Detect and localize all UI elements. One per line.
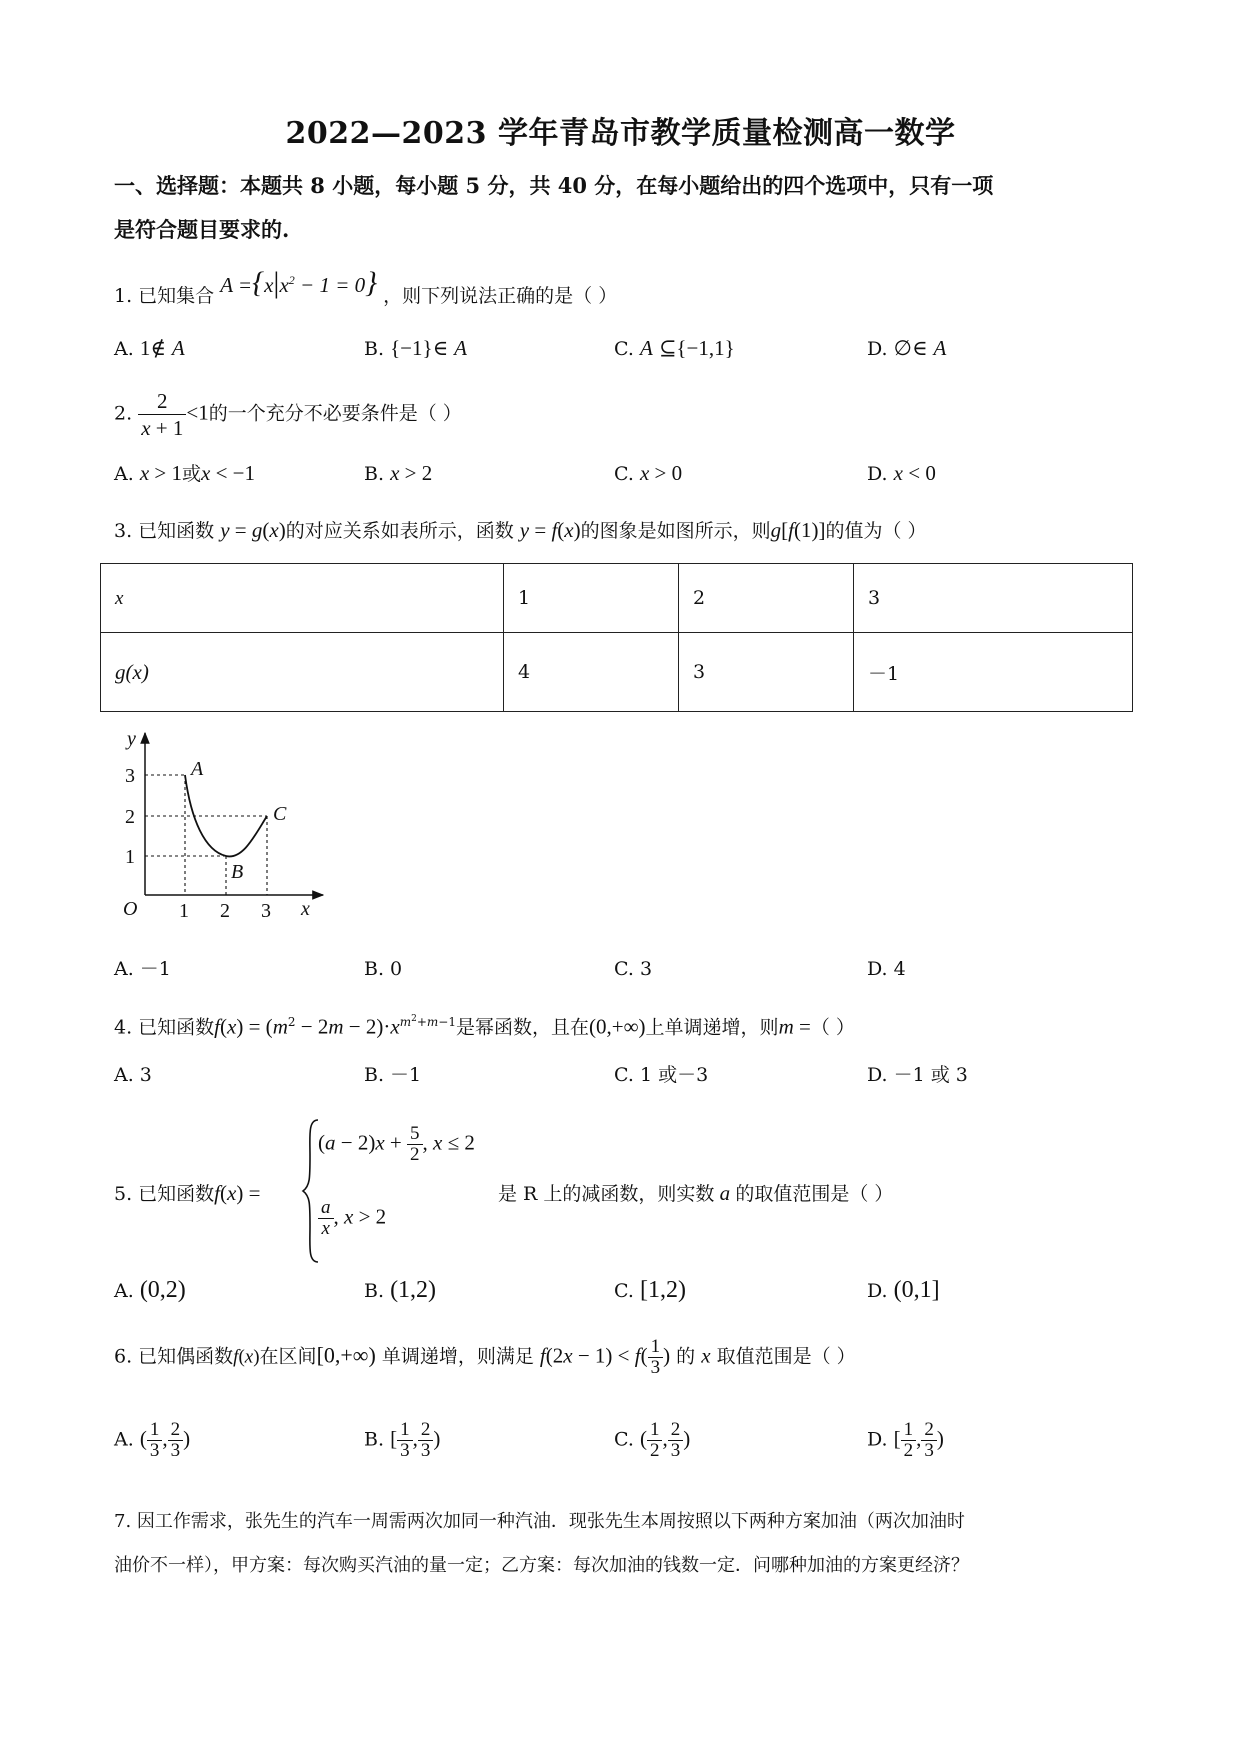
question-4: 4. 已知函数$f(x) = (m^2 - 2m - 2)\cdot x^{m^2+m-1}$是幂函数，且在(0,+∞)上单调递增，则m =（ ） xyxy=(114,1014,855,1039)
q6-option-d: D. [ $\frac{1}{2}$ , $\frac{2}{3}$ ) xyxy=(867,1419,944,1461)
table-row xyxy=(101,564,1133,633)
q2-suffix: 的一个充分不必要条件是（ ） xyxy=(208,402,462,425)
q1-option-a: A. 1∉ A xyxy=(114,336,185,360)
point-label-c: C xyxy=(273,803,287,825)
q4-option-d: D. －1 或 3 xyxy=(867,1064,968,1086)
question-5-suffix: 是 R 上的减函数，则实数 a 的取值范围是（ ） xyxy=(498,1181,894,1205)
point-label-b: B xyxy=(231,861,244,883)
q1-suffix: ，则下列说法正确的是（ ） xyxy=(383,285,618,307)
y-tick-label: 3 xyxy=(125,765,135,787)
q1-set-expression: $A =\{x|x^2 - 1 = 0\}$ xyxy=(220,266,378,299)
q4-option-c: C. 1 或－3 xyxy=(614,1064,709,1086)
section-heading-line1: 一、选择题：本题共 8 小题，每小题 5 分，共 40 分，在每小题给出的四个选项中，只有一项 xyxy=(114,173,994,198)
q5-option-a: A. (0,2) xyxy=(114,1277,186,1303)
x-tick-label: 2 xyxy=(220,900,230,922)
q1-option-c: C. A ⊆{−1,1} xyxy=(614,336,735,360)
q2-fraction: $\frac{2}{x + 1}$ xyxy=(138,388,186,441)
table-cell: 1 xyxy=(504,564,679,633)
table-row xyxy=(101,633,1133,712)
y-axis-label: y xyxy=(127,728,136,750)
g-value-table xyxy=(100,563,1133,712)
table-cell: 3 xyxy=(854,564,1133,633)
x-tick-label: 3 xyxy=(261,900,271,922)
question-3: 3. 已知函数 y = g(x)的对应关系如表所示，函数 y = f(x)的图象是如图所示，则g[f(1)]的值为（ ） xyxy=(114,518,927,542)
table-cell: －1 xyxy=(854,633,1133,712)
question-1 xyxy=(114,266,1144,311)
y-tick-label: 1 xyxy=(125,846,135,868)
q2-option-c: C. x > 0 xyxy=(614,461,683,485)
table-header-x: x xyxy=(101,564,504,633)
q5-piecewise-function xyxy=(300,1116,510,1266)
q6-option-c: C. ( $\frac{1}{2}$ , $\frac{2}{3}$ ) xyxy=(614,1419,691,1461)
q5-case-1: (a − 2)x + $\frac{5}{2}$ , x ≤ 2 xyxy=(318,1123,475,1165)
guide-lines xyxy=(145,775,267,895)
table-row-label: g(x) xyxy=(101,633,504,712)
origin-label: O xyxy=(123,898,138,920)
section-heading xyxy=(114,164,1130,252)
q6-option-b: B. [ $\frac{1}{3}$ , $\frac{2}{3}$ ) xyxy=(364,1419,441,1461)
table-cell: 3 xyxy=(679,633,854,712)
x-axis-label: x xyxy=(301,898,310,920)
q3-option-a: A. －1 xyxy=(114,958,171,980)
question-6: 6. 已知偶函数f(x)在区间[0,+∞) 单调递增，则满足 f(2x − 1) < f( $\frac{1}{3}$ ) 的 x 取值范围是（ ） xyxy=(114,1336,856,1378)
q2-prefix: 2. xyxy=(114,402,133,425)
q2-option-b: B. x > 2 xyxy=(364,461,433,485)
question-7 xyxy=(114,1500,1144,1588)
q1-option-b: B. {−1}∈ A xyxy=(364,336,467,360)
q5-option-c: C. [1,2) xyxy=(614,1277,686,1303)
q7-line2: 油价不一样），甲方案：每次购买汽油的量一定；乙方案：每次加油的钱数一定．问哪种加油的方案更经济？ xyxy=(114,1555,969,1576)
q2-option-d: D. x < 0 xyxy=(867,461,936,485)
table-cell: 4 xyxy=(504,633,679,712)
q3-option-b: B. 0 xyxy=(364,958,403,980)
q5-option-b: B. (1,2) xyxy=(364,1277,437,1303)
q1-option-d: D. ∅∈ A xyxy=(867,336,947,360)
q6-option-a: A. ( $\frac{1}{3}$ , $\frac{2}{3}$ ) xyxy=(114,1419,191,1461)
question-5-label: 5. 已知函数f(x) = xyxy=(114,1181,261,1205)
q3-option-c: C. 3 xyxy=(614,958,653,980)
q3-option-d: D. 4 xyxy=(867,958,906,980)
q4-option-b: B. －1 xyxy=(364,1064,422,1086)
q5-case-2: $\frac{a}{x}$ , x > 2 xyxy=(318,1198,386,1239)
y-tick-label: 2 xyxy=(125,806,135,828)
q1-prefix: 1. 已知集合 xyxy=(114,285,215,307)
page-title: 2022—2023 学年青岛市教学质量检测高一数学 xyxy=(285,116,956,151)
q7-line1: 7. 因工作需求，张先生的汽车一周需两次加同一种汽油．现张先生本周按照以下两种方案加油（两次加油时 xyxy=(114,1511,965,1532)
question-2: 2. $\frac{2}{x + 1}$ <1的一个充分不必要条件是（ ） xyxy=(114,389,462,440)
point-label-a: A xyxy=(191,758,204,780)
q2-option-a: A. x > 1或x < −1 xyxy=(114,461,256,485)
x-tick-label: 1 xyxy=(179,900,189,922)
q5-option-d: D. (0,1] xyxy=(867,1277,940,1303)
function-graph xyxy=(105,725,335,940)
table-cell: 2 xyxy=(679,564,854,633)
section-heading-line2: 是符合题目要求的. xyxy=(114,217,290,242)
q4-option-a: A. 3 xyxy=(114,1064,152,1086)
brace-icon xyxy=(300,1116,320,1266)
